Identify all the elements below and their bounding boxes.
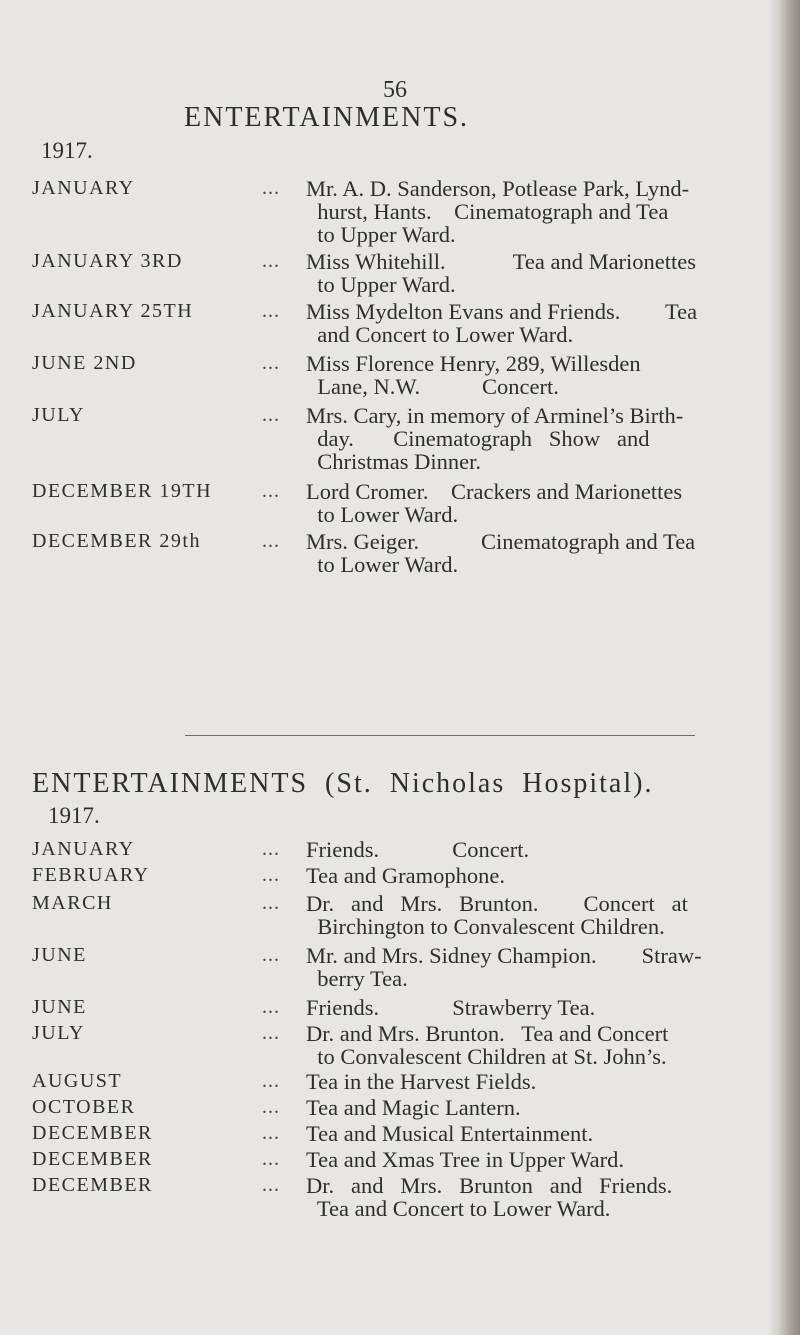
leader-dots: ... bbox=[262, 480, 280, 502]
entry-date: AUGUST bbox=[32, 1070, 123, 1092]
leader-dots: ... bbox=[262, 1122, 280, 1144]
entry-date: MARCH bbox=[32, 892, 113, 914]
entry-date: DECEMBER bbox=[32, 1148, 153, 1170]
entry-date: JULY bbox=[32, 404, 85, 426]
entry-description: Miss Mydelton Evans and Friends. Tea and Concert to Lower Ward. bbox=[306, 299, 698, 347]
leader-dots: ... bbox=[262, 864, 280, 886]
leader-dots: ... bbox=[262, 838, 280, 860]
leader-dots: ... bbox=[262, 530, 280, 552]
entry-date: JUNE bbox=[32, 996, 87, 1018]
entry-description: Friends. Concert. bbox=[306, 837, 530, 862]
entry-description: Tea and Magic Lantern. bbox=[306, 1095, 521, 1120]
entry-description: Mr. and Mrs. Sidney Champion. Straw- berry Tea. bbox=[306, 943, 702, 991]
entry-description: Dr. and Mrs. Brunton. Concert at Birchington to Convalescent Children. bbox=[306, 891, 688, 939]
leader-dots: ... bbox=[262, 352, 280, 374]
page-number: 56 bbox=[383, 77, 407, 103]
leader-dots: ... bbox=[262, 996, 280, 1018]
section-2-heading: ENTERTAINMENTS (St. Nicholas Hospital). bbox=[32, 768, 654, 799]
entry-description: Mr. A. D. Sanderson, Potlease Park, Lynd- hurst, Hants. Cinematograph and Tea to Upper Ward. bbox=[306, 176, 690, 247]
leader-dots: ... bbox=[262, 250, 280, 272]
section-1-heading: ENTERTAINMENTS. bbox=[184, 102, 470, 133]
leader-dots: ... bbox=[262, 404, 280, 426]
entry-date: DECEMBER 29th bbox=[32, 530, 201, 552]
leader-dots: ... bbox=[262, 300, 280, 322]
entry-description: Tea and Musical Entertainment. bbox=[306, 1121, 594, 1146]
entry-date: JANUARY bbox=[32, 177, 135, 199]
entry-description: Friends. Strawberry Tea. bbox=[306, 995, 596, 1020]
entry-date: OCTOBER bbox=[32, 1096, 136, 1118]
leader-dots: ... bbox=[262, 1070, 280, 1092]
entry-date: JUNE 2ND bbox=[32, 352, 137, 374]
entry-date: JANUARY 3RD bbox=[32, 250, 183, 272]
leader-dots: ... bbox=[262, 944, 280, 966]
entry-date: DECEMBER bbox=[32, 1122, 153, 1144]
entry-description: Miss Florence Henry, 289, Willesden Lane, N.W. Concert. bbox=[306, 351, 641, 399]
entry-date: JUNE bbox=[32, 944, 87, 966]
leader-dots: ... bbox=[262, 892, 280, 914]
leader-dots: ... bbox=[262, 1096, 280, 1118]
leader-dots: ... bbox=[262, 1022, 280, 1044]
entry-date: DECEMBER bbox=[32, 1174, 153, 1196]
entry-description: Tea and Xmas Tree in Upper Ward. bbox=[306, 1147, 624, 1172]
leader-dots: ... bbox=[262, 1148, 280, 1170]
entry-date: JANUARY 25TH bbox=[32, 300, 194, 322]
entry-description: Dr. and Mrs. Brunton and Friends. Tea and Concert to Lower Ward. bbox=[306, 1173, 673, 1221]
entry-date: DECEMBER 19TH bbox=[32, 480, 213, 502]
leader-dots: ... bbox=[262, 1174, 280, 1196]
entry-description: Tea in the Harvest Fields. bbox=[306, 1069, 537, 1094]
entry-date: JANUARY bbox=[32, 838, 135, 860]
entry-description: Dr. and Mrs. Brunton. Tea and Concert to Convalescent Children at St. John’s. bbox=[306, 1021, 669, 1069]
section-divider bbox=[185, 735, 695, 736]
page-edge-shadow bbox=[768, 0, 800, 1335]
entry-description: Lord Cromer. Crackers and Marionettes to Lower Ward. bbox=[306, 479, 683, 527]
section-1-year: 1917. bbox=[41, 138, 93, 163]
entry-description: Tea and Gramophone. bbox=[306, 863, 505, 888]
entry-description: Miss Whitehill. Tea and Marionettes to Upper Ward. bbox=[306, 249, 697, 297]
entry-date: FEBRUARY bbox=[32, 864, 150, 886]
entry-date: JULY bbox=[32, 1022, 85, 1044]
section-2-year: 1917. bbox=[48, 803, 100, 828]
leader-dots: ... bbox=[262, 177, 280, 199]
entry-description: Mrs. Cary, in memory of Arminel’s Birth- day. Cinematograph Show and Christmas Dinner. bbox=[306, 403, 684, 474]
entry-description: Mrs. Geiger. Cinematograph and Tea to Lower Ward. bbox=[306, 529, 696, 577]
